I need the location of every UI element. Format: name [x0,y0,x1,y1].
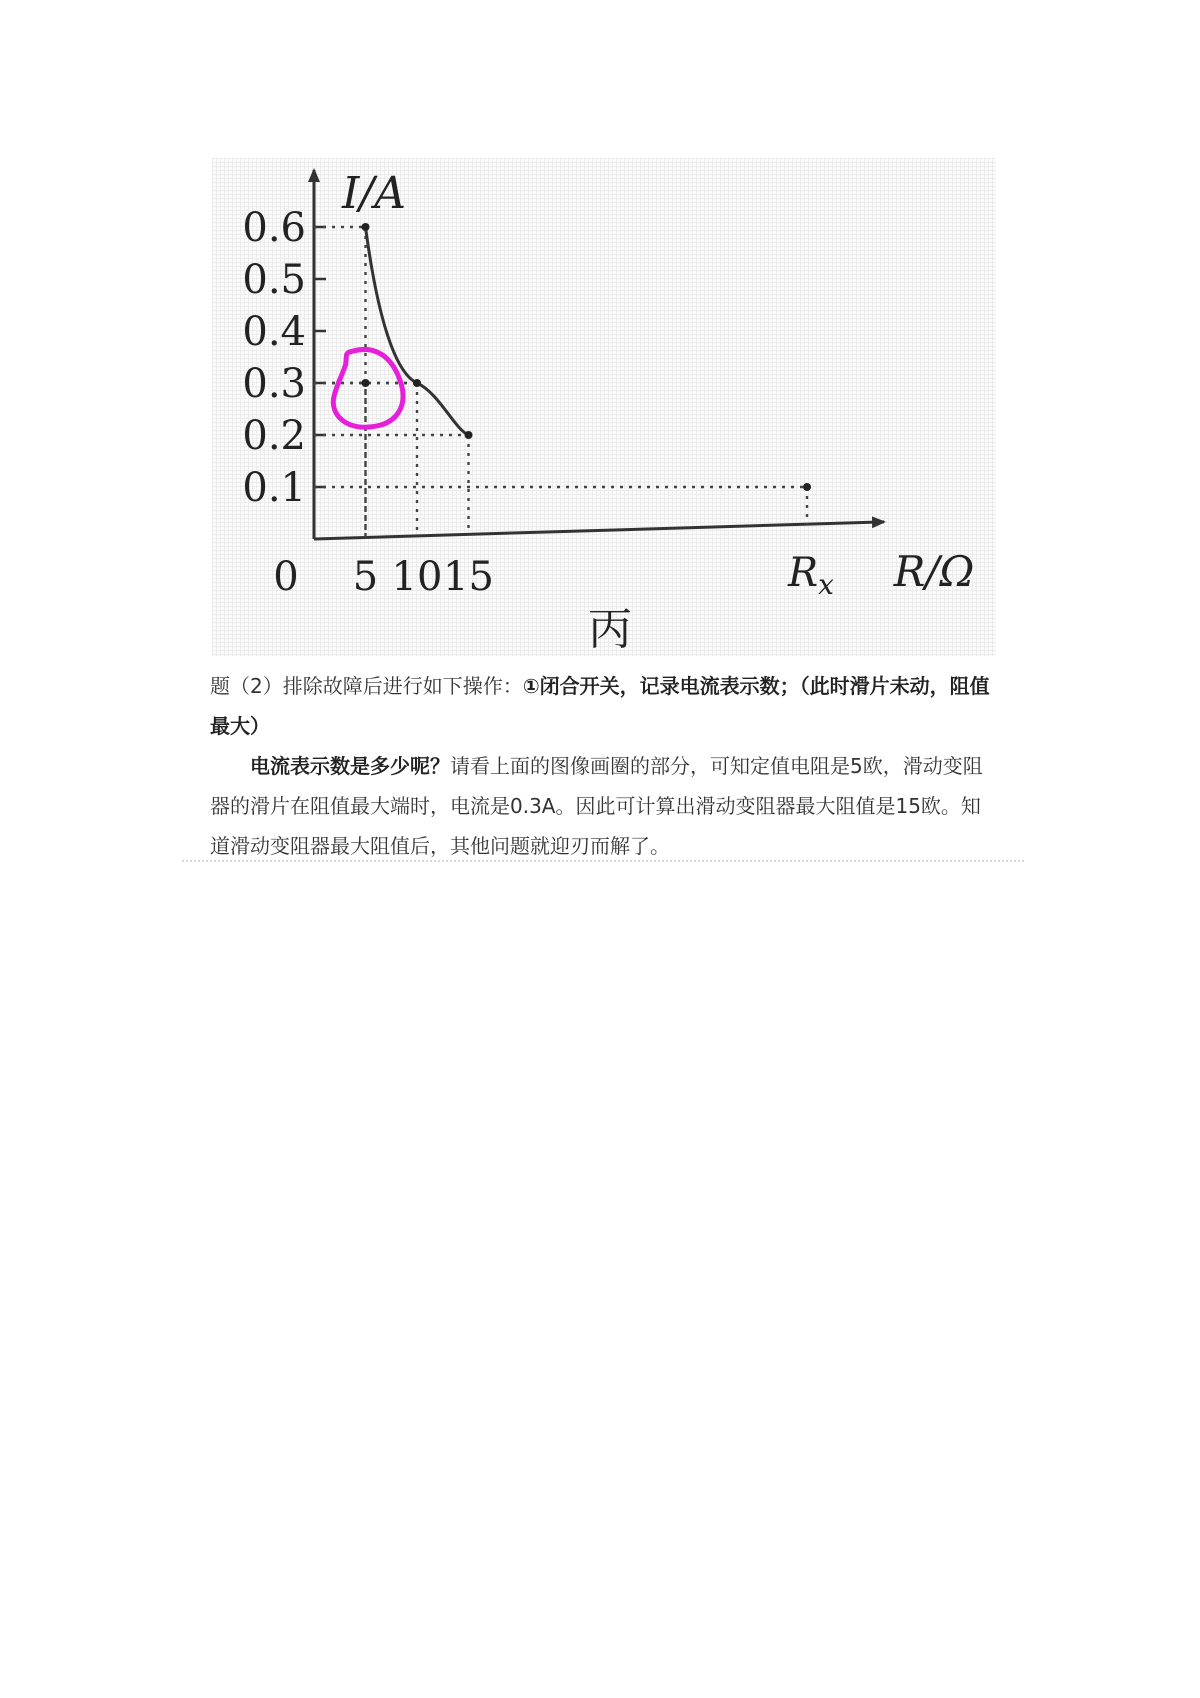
figure-caption: 丙 [588,604,632,655]
p1-intro: 题（2）排除故障后进行如下操作： [210,674,523,698]
x-tick-label: 5 [352,554,379,600]
data-point [362,223,370,231]
x-axis [314,522,884,539]
article-text [210,666,1000,866]
y-axis-label: I/A [342,168,406,219]
data-point [803,483,811,491]
p2-bold: 电流表示数是多少呢？ [250,754,450,778]
x-axis-label: R/Ω [893,547,975,596]
p2-body: 请看上面的图像画圈的部分，可知定值电阻是5欧，滑动变阻器的滑片在阻值最大端时，电流是0.3A。因此可计算出滑动变阻器最大阻值是15欧。知道滑动变阻器最大阻值后，其他问题就迎刃而解了。 [210,754,983,858]
y-tick-label: 0.4 [242,309,306,355]
axis-labels [242,168,974,655]
axes [314,170,884,539]
reference-point [362,379,370,387]
x-tick-label: 0 [273,554,299,600]
dotted-guides [314,227,807,537]
paragraph-2 [210,746,1000,866]
data-point [465,431,473,439]
figure-image [212,158,996,656]
y-tick-label: 0.1 [242,465,306,511]
divider [182,860,1024,862]
x-tick-label: 15 [443,554,494,600]
rx-tick-label: $R_x$ [788,550,834,601]
data-point [413,379,421,387]
y-tick-label: 0.5 [242,257,306,303]
data-points [362,223,812,491]
y-tick-label: 0.2 [242,413,306,459]
annotation [333,349,403,427]
p1-bold: ①闭合开关，记录电流表示数；（此时滑片未动，阻值最大） [210,674,990,738]
y-tick-label: 0.6 [242,205,306,251]
highlight-circle [333,349,403,427]
y-tick-label: 0.3 [242,361,306,407]
paragraph-1 [210,666,1000,746]
current-resistance-chart [212,158,996,656]
x-tick-label: 10 [391,554,443,600]
